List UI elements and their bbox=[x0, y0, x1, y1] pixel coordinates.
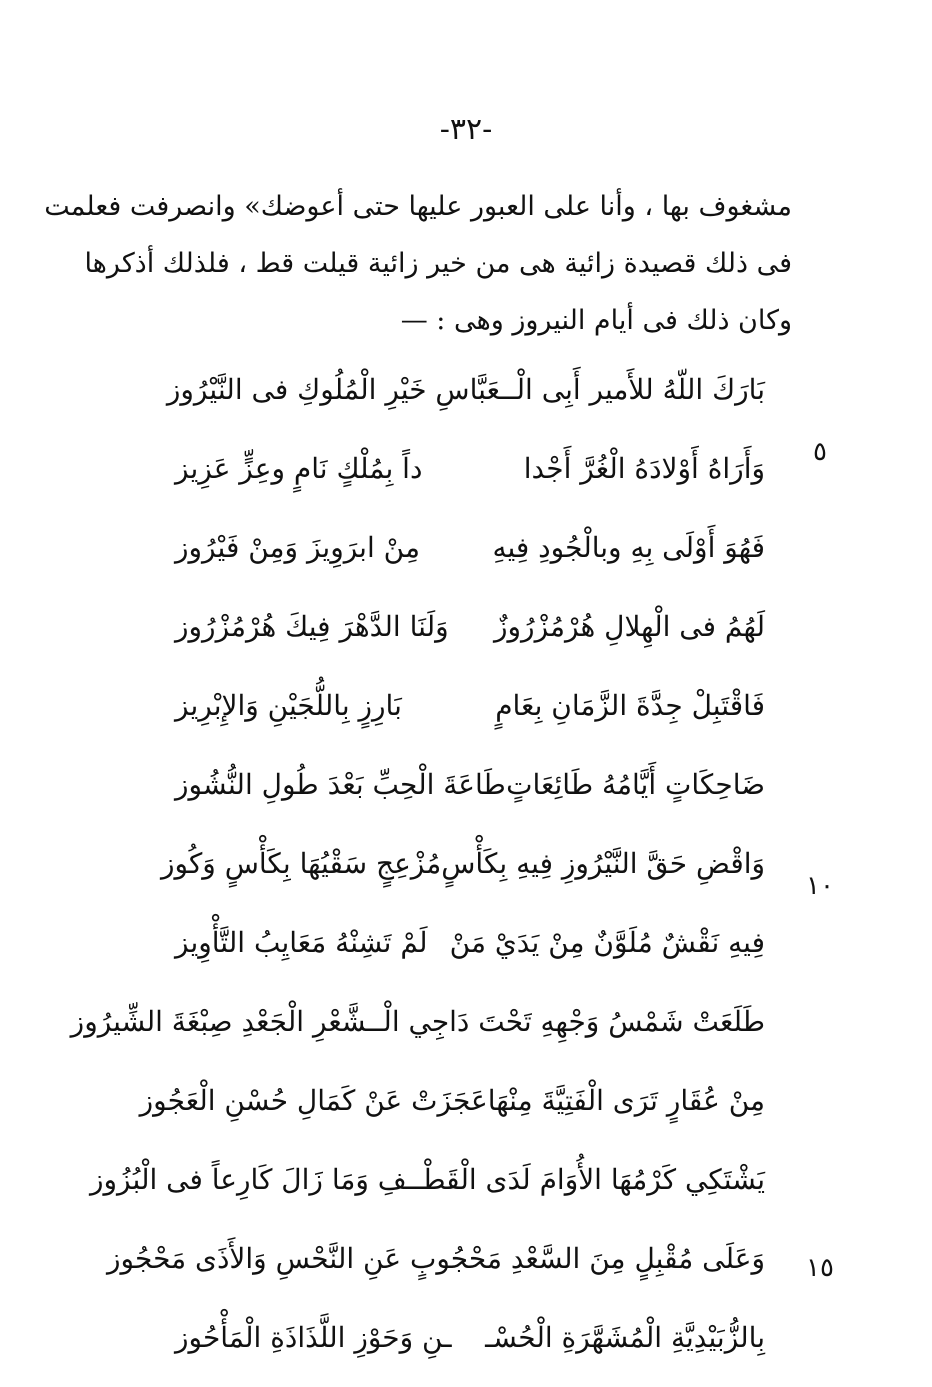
poem-verse bbox=[107, 1219, 765, 1298]
hemistich-first: لَهُمُ فى الْهِلالِ هُرْمُزْرُوزٌ bbox=[494, 610, 765, 643]
hemistich-second: داً بِمُلْكٍ نَامٍ وعِزٍّ عَزِيز bbox=[175, 452, 423, 485]
hemistich-first: يَشْتَكِي كَرْمُهَا الأُوَامَ لَدَى الْقَطْـ bbox=[414, 1163, 765, 1196]
hemistich-second: ـعَبَّاسِ خَيْرِ الْمُلُوكِ فى النَّيْرُوز bbox=[166, 373, 509, 406]
poem bbox=[70, 350, 765, 1377]
poem-verse bbox=[175, 587, 765, 666]
hemistich-second: ـشَّعْرِ الْجَعْدِ صِبْغَةَ الشِّيرُوز bbox=[70, 1005, 376, 1038]
hemistich-second: بَارِزٍ بِاللُّجَيْنِ وَالإِبْرِيز bbox=[175, 689, 402, 722]
poem-verse bbox=[175, 429, 765, 508]
hemistich-first: بِالزُّبَيْدِيَّةِ الْمُشَهَّرَةِ الْحُسْـ bbox=[485, 1321, 765, 1354]
poem-verse bbox=[175, 903, 765, 982]
poem-verse bbox=[160, 824, 765, 903]
poem-verse bbox=[139, 1061, 765, 1140]
verse-line-number: ١٥ bbox=[806, 1253, 834, 1283]
hemistich-second: عَجَزَتْ عَنْ كَمَالِ حُسْنِ الْعَجُوز bbox=[139, 1084, 488, 1117]
hemistich-first: فَهُوَ أَوْلَى بِهِ وبالْجُودِ فِيهِ bbox=[492, 531, 765, 564]
poem-verse bbox=[70, 982, 765, 1061]
hemistich-second: مِنْ ابرَوِيزَ وَمِنْ فَيْرُوز bbox=[175, 531, 420, 564]
hemistich-first: وَأَرَاهُ أَوْلادَهُ الْغُرَّ أَجْدا bbox=[523, 452, 765, 485]
poem-verse bbox=[175, 666, 765, 745]
hemistich-first: وَعَلَى مُقْبِلٍ مِنَ السَّعْدِ مَحْجُو bbox=[436, 1242, 765, 1275]
hemistich-first: فِيهِ نَقْشٌ مُلَوَّنٌ مِنْ يَدَيْ مَنْ bbox=[449, 926, 765, 959]
hemistich-second: مُزْعِجٍ سَقْيُهَا بِكَأْسٍ وَكُوز bbox=[160, 847, 442, 880]
hemistich-second: لَمْ تَشِنْهُ مَعَايِبُ التَّأْوِيز bbox=[175, 926, 428, 959]
hemistich-second: بٍ عَنِ النَّحْسِ وَالأَذَى مَحْجُوز bbox=[107, 1242, 437, 1275]
verse-line-number: ١٠ bbox=[806, 871, 834, 901]
hemistich-first: بَارَكَ اللّهُ للأَمير أَبِى الْـ bbox=[508, 373, 765, 406]
hemistich-first: طَلَعَتْ شَمْسُ وَجْهِهِ تَحْتَ دَاجِي الْـ bbox=[375, 1005, 765, 1038]
page-number: -٣٢- bbox=[439, 112, 493, 147]
hemistich-second: ـنِ وَحَوْزِ اللَّذَاذَةِ الْمَأْحُوز bbox=[175, 1321, 452, 1354]
hemistich-first: ضَاحِكَاتٍ أَيَّامُهُ طَائِعَاتٍ bbox=[506, 768, 765, 801]
hemistich-second: وَلَنَا الدَّهْرَ فِيكَ هُرْمُزْرُوز bbox=[175, 610, 449, 643]
prose-line: فى ذلك قصيدة زائية هى من خير زائية قيلت قط ، فلذلك أذكرها bbox=[84, 248, 792, 279]
hemistich-first: وَاقْضِ حَقَّ النَّيْرُوزِ فِيهِ بِكَأْسٍ bbox=[441, 847, 765, 880]
poem-verse bbox=[90, 1140, 765, 1219]
poem-verse bbox=[175, 508, 765, 587]
prose-line: وكان ذلك فى أيام النيروز وهى : — bbox=[400, 305, 792, 336]
hemistich-first: مِنْ عُقَارٍ تَرَى الْفَتِيَّةَ مِنْهَا bbox=[487, 1084, 765, 1117]
poem-verse bbox=[175, 1298, 765, 1377]
hemistich-second: ـفِ وَمَا زَالَ كَارِعاً فى الْبُزُوز bbox=[90, 1163, 415, 1196]
verse-line-number: ٥ bbox=[813, 437, 827, 467]
prose-paragraph bbox=[44, 178, 792, 349]
poem-verse bbox=[166, 350, 765, 429]
prose-line: مشغوف بها ، وأنا على العبور عليها حتى أعوضك» وانصرفت فعلمت bbox=[44, 191, 792, 222]
hemistich-second: طَاعَةَ الْحِبِّ بَعْدَ طُولِ النُّشُوز bbox=[175, 768, 506, 801]
poem-verse bbox=[175, 745, 765, 824]
hemistich-first: فَاقْتَبِلْ جِدَّةَ الزَّمَانِ بِعَامٍ bbox=[495, 689, 765, 722]
